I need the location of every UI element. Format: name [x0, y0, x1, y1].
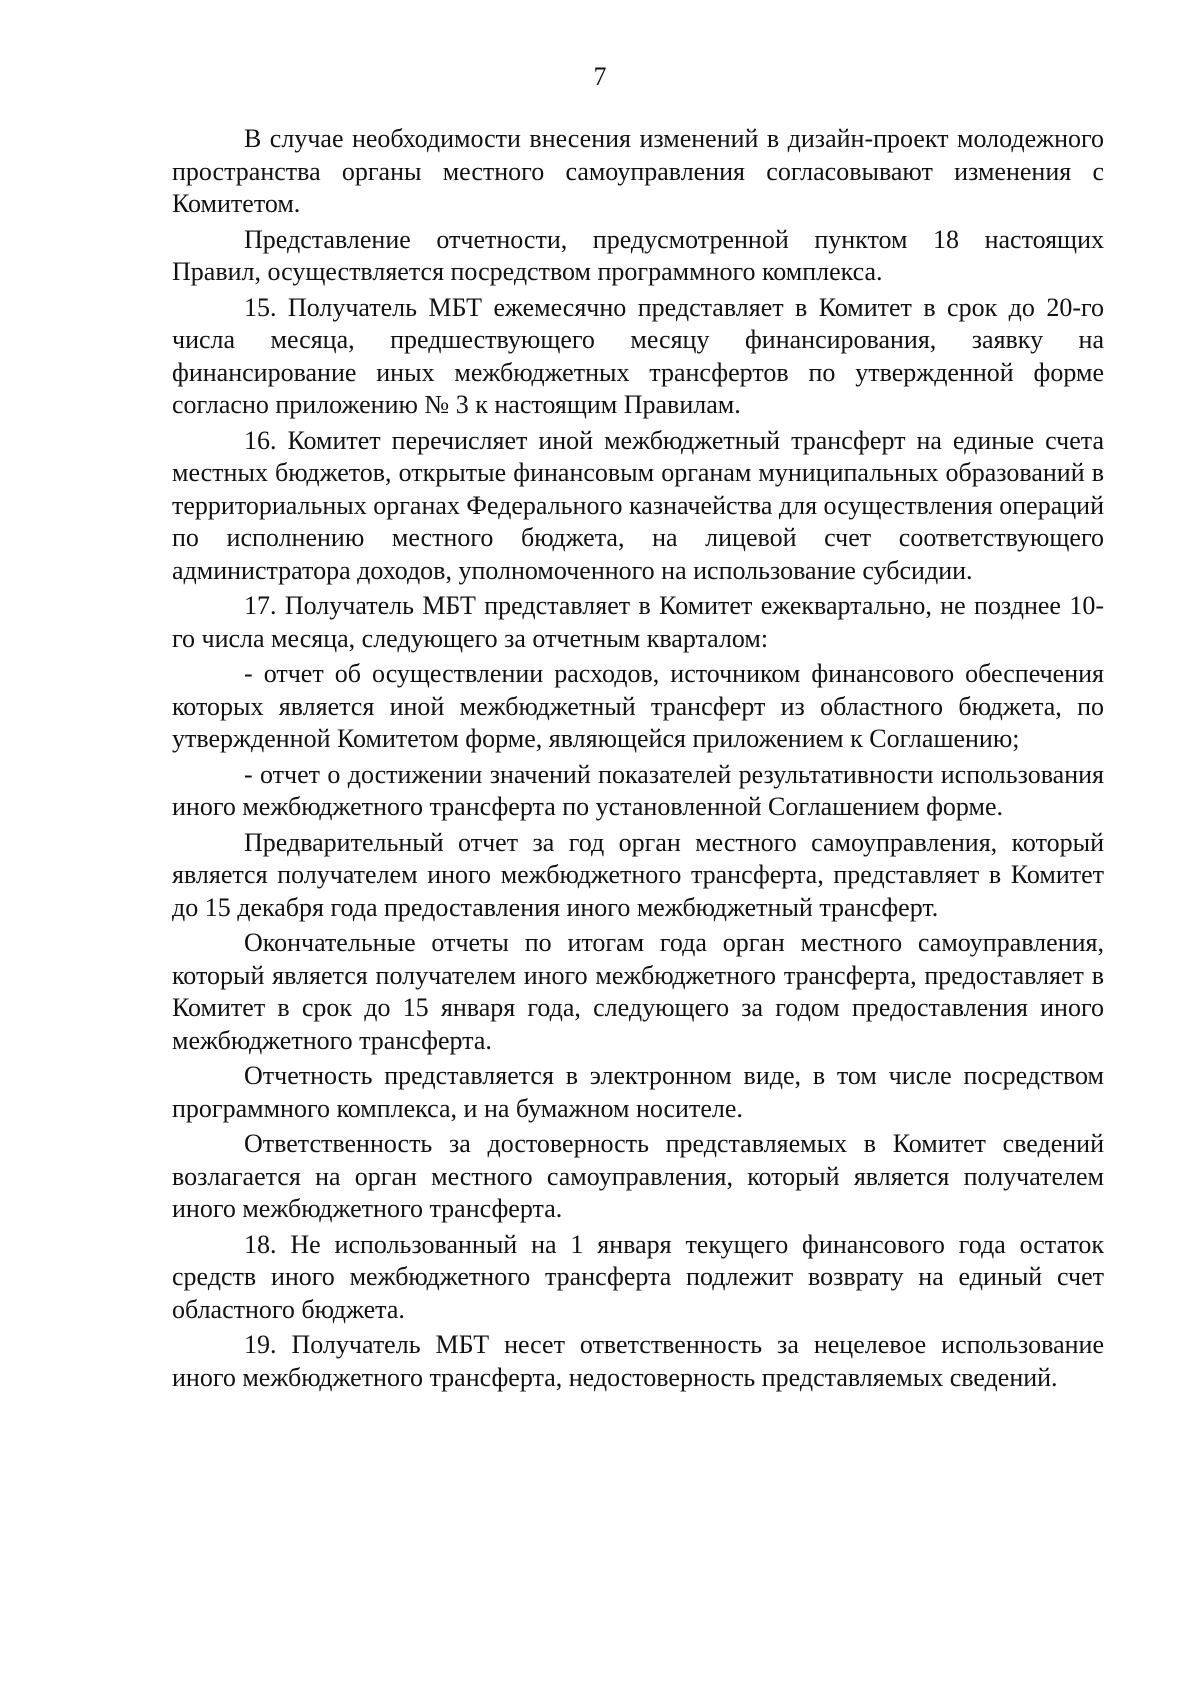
- document-body: [172, 123, 1104, 1397]
- paragraph-item-18: 18. Не использованный на 1 января текущего финансового года остаток средств иного межбюджетного трансферта подлежит возврату на единый счет областного бюджета.: [172, 1229, 1104, 1324]
- paragraph: Отчетность представляется в электронном виде, в том числе посредством программного комплекса, и на бумажном носителе.: [172, 1061, 1104, 1123]
- paragraph: В случае необходимости внесения изменений в дизайн-проект молодежного пространства органы местного самоуправления согласовывают изменения с Комитетом.: [172, 124, 1104, 218]
- paragraph-item-17: 17. Получатель МБТ представляет в Комитет ежеквартально, не позднее 10-го числа месяца, следующего за отчетным кварталом:: [172, 591, 1104, 653]
- paragraph: Окончательные отчеты по итогам года орган местного самоуправления, который является получателем иного межбюджетного трансферта, предоставляет в Комитет в срок до 15 января года, следующего за годом предоставления иного межбюджетного трансферта.: [172, 928, 1104, 1055]
- paragraph: Предварительный отчет за год орган местного самоуправления, который является получателем иного межбюджетного трансферта, представляет в Комитет до 15 декабря года предоставления иного межбюджетный трансферт.: [172, 827, 1104, 922]
- page-number: 7: [593, 62, 607, 91]
- paragraph: Ответственность за достоверность представляемых в Комитет сведений возлагается на орган местного самоуправления, который является получателем иного межбюджетного трансферта.: [172, 1129, 1104, 1223]
- paragraph-item-19: 19. Получатель МБТ несет ответственность за нецелевое использование иного межбюджетного трансферта, недостоверность представляемых сведений.: [172, 1330, 1104, 1392]
- paragraph-item-15: 15. Получатель МБТ ежемесячно представляет в Комитет в срок до 20-го числа месяца, предшествующего месяцу финансирования, заявку на финансирование иных межбюджетных трансфертов по утвержденной форме согласно приложению № 3 к настоящим Правилам.: [172, 292, 1104, 419]
- paragraph: Представление отчетности, предусмотренной пунктом 18 настоящих Правил, осуществляется посредством программного комплекса.: [172, 224, 1104, 286]
- list-item-dash: - отчет о достижении значений показателей результативности использования иного межбюджетного трансферта по установленной Соглашением форме.: [172, 759, 1104, 821]
- list-item-dash: - отчет об осуществлении расходов, источником финансового обеспечения которых является иной межбюджетный трансферт из областного бюджета, по утвержденной Комитетом форме, являющейся приложением к Соглашению;: [172, 659, 1104, 753]
- paragraph-item-16: 16. Комитет перечисляет иной межбюджетный трансферт на единые счета местных бюджетов, открытые финансовым органам муниципальных образований в территориальных органах Федерального казначейства для осуществления операций по исполнению местного бюджета, на лицевой счет соответствующего администратора доходов, уполномоченного на использование субсидии.: [172, 425, 1104, 585]
